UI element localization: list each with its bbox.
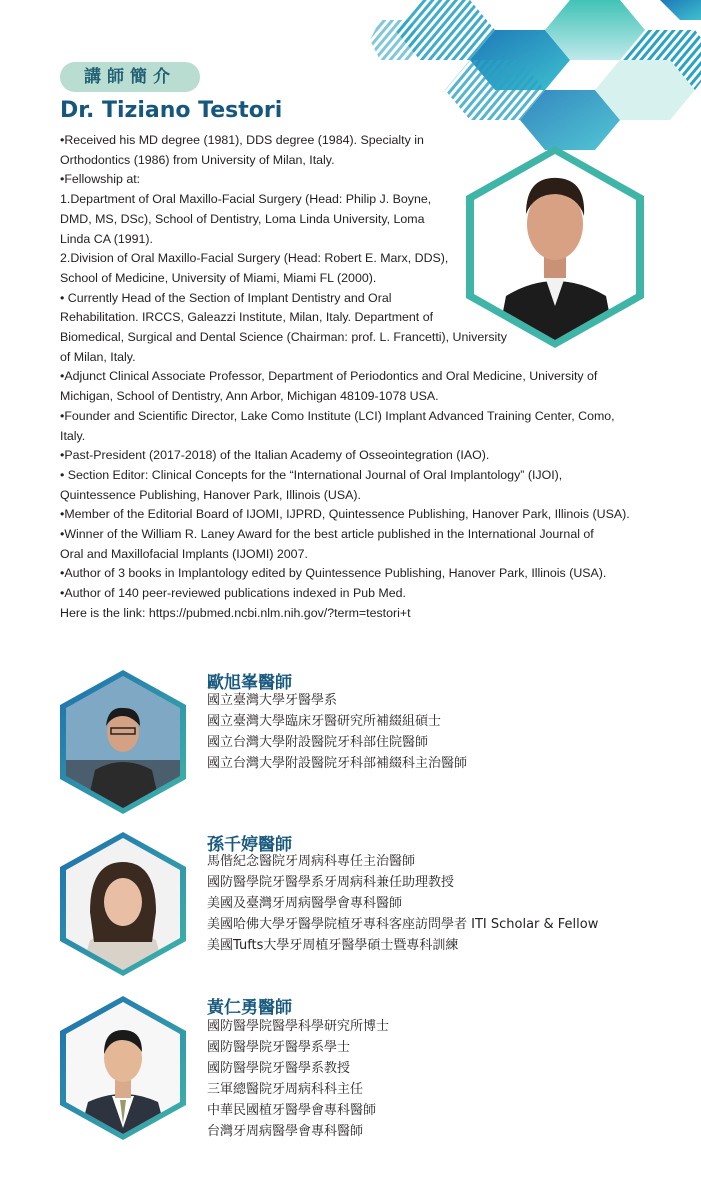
bio-line: 1.Department of Oral Maxillo-Facial Surgery (Head: Philip J. Boyne, (60, 192, 432, 207)
bio-line: Italy. (60, 428, 86, 443)
bio-line: •Fellowship at: (60, 172, 141, 187)
speaker-2-name: 孫千婷醫師 (207, 835, 292, 855)
speaker-2-credentials (207, 851, 598, 956)
bio-line: •Member of the Editorial Board of IJOMI, IJPRD, Quintessence Publishing, Hanover Park, Illinois (USA). (60, 507, 630, 522)
bio-line: Quintessence Publishing, Hanover Park, Illinois (USA). (60, 487, 361, 502)
credential-item: 國防醫學院醫學科學研究所博士 (207, 1019, 390, 1034)
bio-line: •Adjunct Clinical Associate Professor, Department of Periodontics and Oral Medicine, University of (60, 369, 598, 384)
bio-line: •Winner of the William R. Laney Award for the best article published in the International Journal of (60, 527, 594, 542)
bio-line: •Author of 3 books in Implantology edited by Quintessence Publishing, Hanover Park, Illinois (USA). (60, 566, 607, 581)
bio-line: •Founder and Scientific Director, Lake Como Institute (LCI) Implant Advanced Training Center, Como, (60, 408, 615, 423)
speaker-1-name: 歐旭峯醫師 (207, 673, 292, 693)
speaker-3-portrait (60, 996, 186, 1140)
credential-item: 台灣牙周病醫學會專科醫師 (207, 1124, 364, 1139)
credential-item: 中華民國植牙醫學會專科醫師 (207, 1103, 377, 1118)
section-title-badge: 講師簡介 (60, 62, 200, 92)
bio-line: DMD, MS, DSc), School of Dentistry, Loma Linda University, Loma (60, 211, 425, 226)
bio-line: School of Medicine, University of Miami, Miami FL (2000). (60, 270, 377, 285)
credential-item: 美國哈佛大學牙醫學院植牙專科客座訪問學者 ITI Scholar & Fellow (207, 917, 599, 932)
bio-line: Orthodontics (1986) from University of Milan, Italy. (60, 152, 335, 167)
credential-item: 國立臺灣大學牙醫學系 (207, 693, 338, 708)
bio-line: •Author of 140 peer-reviewed publications indexed in Pub Med. (60, 586, 406, 601)
speaker-1-credentials (207, 690, 467, 774)
speaker-2-portrait (60, 832, 186, 976)
bio-line: •Past-President (2017-2018) of the Italian Academy of Osseointegration (IAO). (60, 448, 490, 463)
credential-item: 國防醫學院牙醫學系學士 (207, 1040, 351, 1055)
credential-item: 馬偕紀念醫院牙周病科專任主治醫師 (207, 854, 416, 869)
bio-line: 2.Division of Oral Maxillo-Facial Surgery (Head: Robert E. Marx, DDS), (60, 251, 449, 266)
bio-line: Here is the link: https://pubmed.ncbi.nlm.nih.gov/?term=testori+t (60, 605, 411, 620)
bio-line: • Currently Head of the Section of Implant Dentistry and Oral (60, 290, 392, 305)
speaker-3-credentials (207, 1016, 389, 1142)
credential-item: 美國Tufts大學牙周植牙醫學碩士暨專科訓練 (207, 938, 459, 953)
credential-item: 美國及臺灣牙周病醫學會專科醫師 (207, 896, 403, 911)
speaker-1-portrait (60, 670, 186, 814)
bio-line: •Received his MD degree (1981), DDS degree (1984). Specialty in (60, 133, 424, 147)
credential-item: 國立臺灣大學臨床牙醫研究所補綴組碩士 (207, 714, 442, 729)
main-speaker-bio (60, 131, 650, 624)
credential-item: 國防醫學院牙醫學系牙周病科兼任助理教授 (207, 875, 455, 890)
bio-line: • Section Editor: Clinical Concepts for the “International Journal of Oral Implantology” (IJOI), (60, 467, 563, 482)
bio-line: Oral and Maxillofacial Implants (IJOMI) 2007. (60, 546, 308, 561)
bio-line: Michigan, School of Dentistry, Ann Arbor, Michigan 48109-1078 USA. (60, 389, 439, 404)
credential-item: 國防醫學院牙醫學系教授 (207, 1061, 351, 1076)
bio-line: Linda CA (1991). (60, 231, 153, 246)
main-speaker-name: Dr. Tiziano Testori (60, 98, 283, 123)
bio-line: of Milan, Italy. (60, 349, 136, 364)
speaker-3-name: 黃仁勇醫師 (207, 998, 292, 1018)
credential-item: 國立台灣大學附設醫院牙科部補綴科主治醫師 (207, 756, 468, 771)
credential-item: 三軍總醫院牙周病科科主任 (207, 1082, 364, 1097)
bio-line: Rehabilitation. IRCCS, Galeazzi Institute, Milan, Italy. Department of (60, 310, 434, 325)
credential-item: 國立台灣大學附設醫院牙科部住院醫師 (207, 735, 429, 750)
bio-line: Biomedical, Surgical and Dental Science (Chairman: prof. L. Francetti), University (60, 330, 507, 345)
